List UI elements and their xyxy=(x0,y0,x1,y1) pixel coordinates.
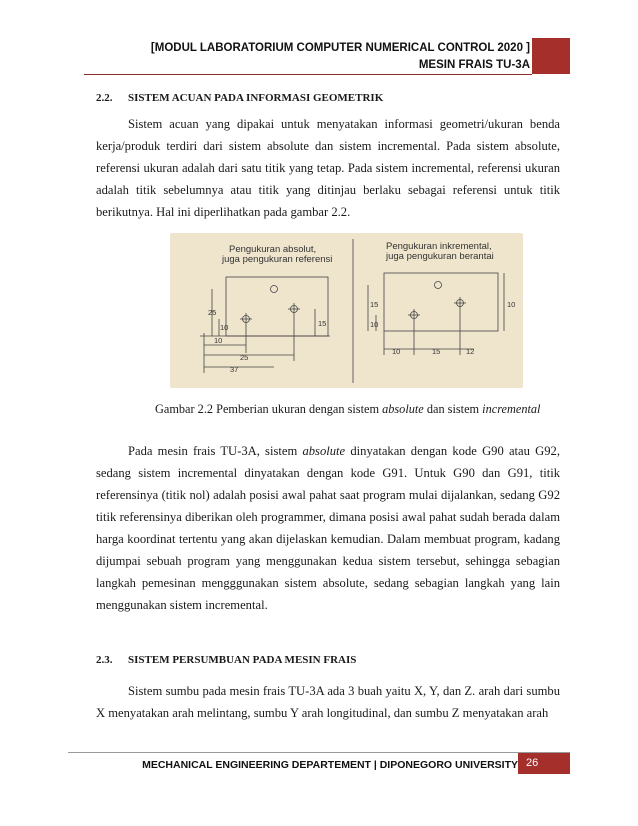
header-subtitle: MESIN FRAIS TU-3A xyxy=(418,59,530,71)
section-title: SISTEM PERSUMBUAN PADA MESIN FRAIS xyxy=(128,654,357,666)
caption-term-absolute: absolute xyxy=(382,402,424,416)
caption-term-incremental: incremental xyxy=(482,402,541,416)
left-dim-37: 37 xyxy=(230,365,239,374)
section-heading-2-3 xyxy=(96,654,356,666)
right-dim-12: 12 xyxy=(466,347,475,356)
right-dim-v10: 10 xyxy=(370,320,379,329)
para2-part1: Pada mesin frais TU-3A, sistem xyxy=(128,444,303,458)
header-rule xyxy=(84,74,532,75)
footer-text: MECHANICAL ENGINEERING DEPARTEMENT | DIPONEGORO UNIVERSITY xyxy=(142,759,518,771)
figure-caption xyxy=(155,402,540,417)
right-title-1: Pengukuran inkremental, xyxy=(386,241,492,252)
para2-term-absolute: absolute xyxy=(302,444,346,458)
paragraph-g-codes xyxy=(96,440,560,616)
para2-part2: dinyatakan dengan kode G90 atau G92, sedang sistem incremental dinyatakan dengan kode G91. Untuk G90 dan G91, titik referensinya (titik nol) adalah posisi awal pahat saat program mulai dijalankan, sedang G92 titik referensinya diberikan oleh programmer, dimana posisi awal pahat sudah berada dalam harga koordinat tertentu yang akan dijelaskan kemudian. Dalam membuat program, kadang dijumpai sebuah program yang menggunakan kedua sistem tersebut, sehingga sebagian langkah pemesinan mengggunakan sistem absolute, sedang sebagian langkah yang lain menggunakan sistem incremental. xyxy=(96,444,560,612)
right-hole-1 xyxy=(435,282,442,289)
section-number: 2.3. xyxy=(96,654,113,666)
header-accent-bar-lower xyxy=(532,58,570,74)
section-title: SISTEM ACUAN PADA INFORMASI GEOMETRIK xyxy=(128,92,384,104)
right-title-2: juga pengukuran berantai xyxy=(386,251,494,262)
right-dim-vr10: 10 xyxy=(507,300,516,309)
left-dim-25: 25 xyxy=(240,353,249,362)
left-title-1: Pengukuran absolut, xyxy=(229,244,317,255)
right-dim-v15: 15 xyxy=(370,300,379,309)
caption-prefix: Gambar 2.2 Pemberian ukuran dengan sistem xyxy=(155,402,383,416)
left-dim-v10: 10 xyxy=(220,323,229,332)
figure-2-2 xyxy=(170,233,523,388)
right-workpiece xyxy=(384,273,498,331)
left-title-2: juga pengukuran referensi xyxy=(222,254,333,265)
left-workpiece xyxy=(226,277,328,336)
header-title: [MODUL LABORATORIUM COMPUTER NUMERICAL CONTROL 2020 ] xyxy=(150,42,530,54)
left-dim-v15: 15 xyxy=(318,319,327,328)
paragraph-axis-system: Sistem sumbu pada mesin frais TU-3A ada 3 buah yaitu X, Y, dan Z. arah dari sumbu X menyatakan arah melintang, sumbu Y arah longitudinal, dan sumbu Z menyatakan arah xyxy=(96,684,560,720)
left-dim-v25: 25 xyxy=(208,308,217,317)
section-number: 2.2. xyxy=(96,92,113,104)
right-dim-10: 10 xyxy=(392,347,401,356)
section-heading-2-2 xyxy=(96,92,383,104)
footer-rule xyxy=(68,752,570,753)
right-dim-15: 15 xyxy=(432,347,441,356)
dimension-diagram xyxy=(170,233,523,388)
header-accent-bar xyxy=(532,38,570,58)
left-hole-1 xyxy=(271,286,278,293)
left-dim-10: 10 xyxy=(214,336,223,345)
page-number: 26 xyxy=(518,753,570,774)
paragraph-reference-system: Sistem acuan yang dipakai untuk menyatakan informasi geometri/ukuran benda kerja/produk terdiri dari sistem absolute dan sistem incremental. Pada sistem absolute, referensi ukuran adalah dari satu titik yang tetap. Pada sistem incremental, referensi ukuran adalah titik sebelumnya atau titik yang ditinjau berlaku sebagai referensi untuk titik berikutnya. Hal ini diperlihatkan pada gambar 2.2. xyxy=(96,117,560,219)
caption-middle: dan sistem xyxy=(423,402,483,416)
